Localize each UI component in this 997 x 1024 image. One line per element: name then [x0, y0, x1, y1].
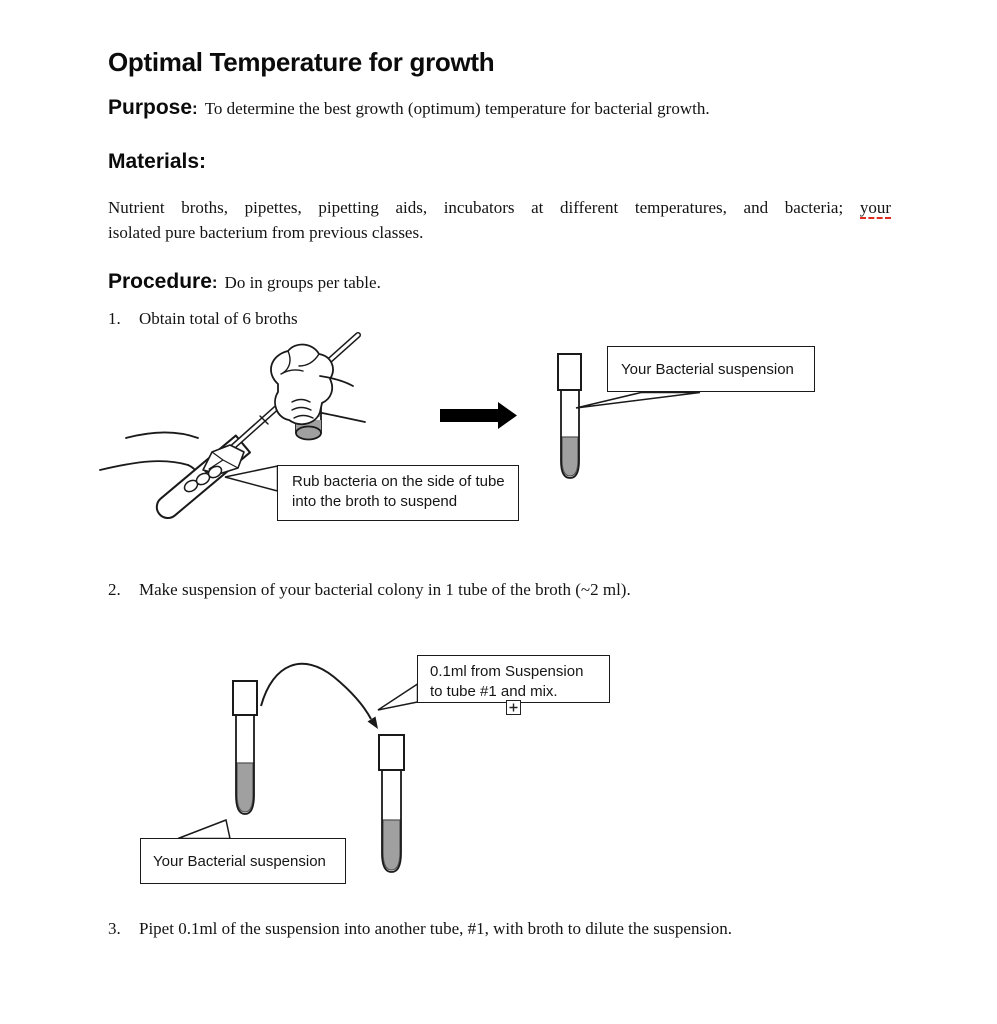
purpose-colon: :	[192, 99, 198, 118]
materials-heading: Materials:	[108, 150, 207, 173]
step-3-text: Pipet 0.1ml of the suspension into another tube, #1, with broth to dilute the suspension.	[139, 919, 733, 938]
callout-bacterial-suspension-2: Your Bacterial suspension	[140, 838, 346, 884]
callout-transfer	[417, 655, 610, 703]
step-1-text: Obtain total of 6 broths	[139, 309, 298, 328]
misspelled-word: your	[859, 198, 891, 217]
step-3-number: 3.	[108, 919, 121, 938]
arrow-right-icon	[440, 402, 517, 429]
callout-transfer-line1: 0.1ml from Suspension	[430, 663, 584, 680]
transfer-curved-arrow	[261, 664, 378, 729]
materials-line2: isolated pure bacterium from previous classes.	[108, 223, 424, 242]
purpose-heading: Purpose	[108, 96, 193, 119]
materials-paragraph	[108, 195, 891, 245]
purpose-text: To determine the best growth (optimum) temperature for bacterial growth.	[204, 99, 710, 118]
callout-pointer-suspension1	[576, 393, 700, 409]
materials-line1: Nutrient broths, pipettes, pipetting aids, incubators at different temperatures, and bacteria; your	[108, 198, 891, 217]
page-title: Optimal Temperature for growth	[108, 47, 495, 77]
procedure-heading: Procedure	[108, 270, 212, 293]
diagram1-test-tube	[558, 354, 581, 478]
procedure-row	[108, 270, 381, 294]
callout-pointer-suspension2	[178, 820, 230, 839]
step-1	[108, 309, 908, 329]
diagram2-dilution-tube	[379, 735, 404, 872]
callout-rub-bacteria: Rub bacteria on the side of tube into the broth to suspend	[277, 465, 519, 521]
callout-transfer-line2: to tube #1 and mix.	[430, 683, 558, 700]
step-1-number: 1.	[108, 309, 121, 328]
step-2-text: Make suspension of your bacterial colony in 1 tube of the broth (~2 ml).	[139, 580, 631, 599]
step-2	[108, 580, 928, 600]
step-2-number: 2.	[108, 580, 121, 599]
procedure-colon: :	[211, 273, 218, 292]
step-3	[108, 919, 938, 939]
purpose-row	[108, 96, 710, 120]
plus-icon[interactable]	[506, 700, 521, 715]
callout-bacterial-suspension-1: Your Bacterial suspension	[607, 346, 815, 392]
diagram2-source-tube	[233, 681, 257, 814]
callout-pointer-transfer	[378, 684, 418, 710]
procedure-subtitle: Do in groups per table.	[224, 273, 381, 292]
